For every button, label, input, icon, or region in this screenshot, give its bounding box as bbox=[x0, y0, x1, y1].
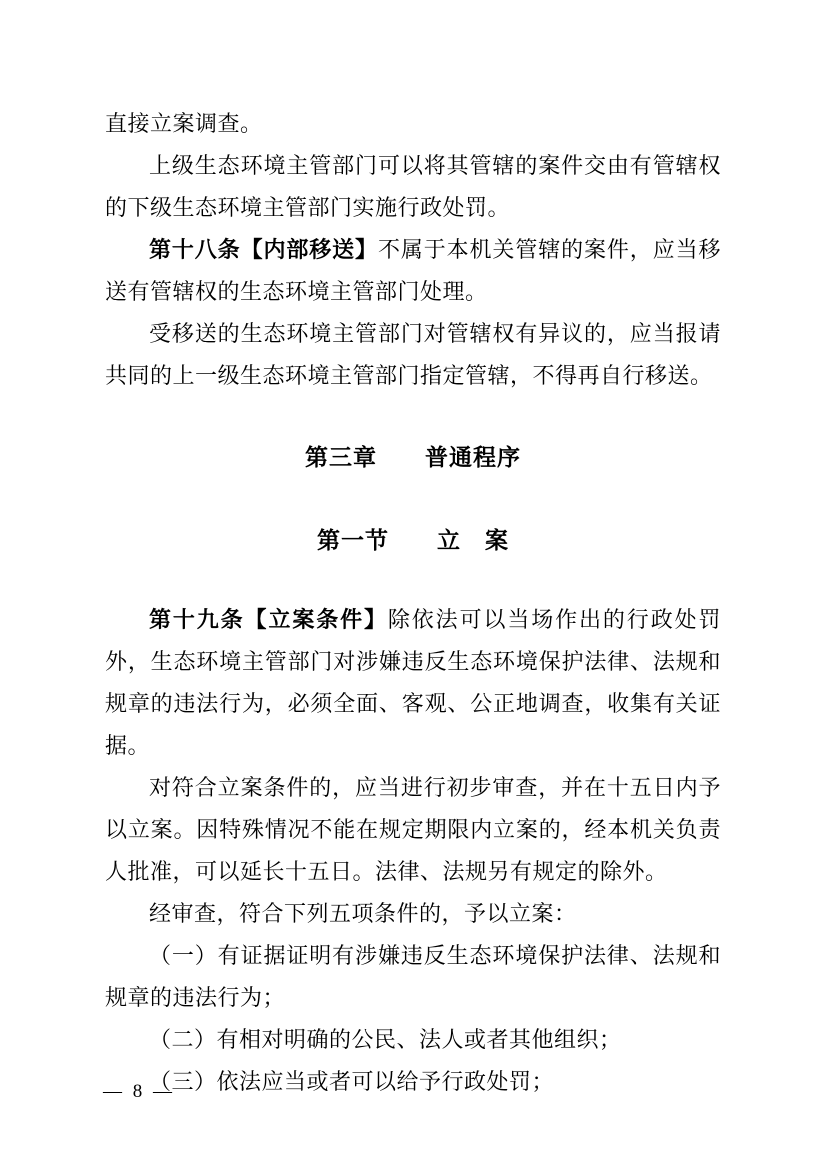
article-19-body: 除依法可以当场作出的行政处罚外，生态环境主管部门对涉嫌违反生态环境保护法律、法规和规章的违法行为，必须全面、客观、公正地调查，收集有关证据。 bbox=[105, 607, 721, 758]
article-18-body: 不属于本机关管辖的案件，应当移送有管辖权的生态环境主管部门处理。 bbox=[105, 237, 721, 304]
list-item-3: （三）依法应当或者可以给予行政处罚； bbox=[149, 1069, 555, 1094]
chapter-heading: 第三章 普通程序 bbox=[305, 444, 521, 470]
paragraph-transfer-objection: 受移送的生态环境主管部门对管辖权有异议的，应当报请共同的上一级生态环境主管部门指定管辖，不得再自行移送。 bbox=[105, 321, 721, 388]
paragraph-superior-authority: 上级生态环境主管部门可以将其管辖的案件交由有管辖权的下级生态环境主管部门实施行政处罚。 bbox=[105, 153, 721, 220]
paragraph-filing-deadline: 对符合立案条件的，应当进行初步审查，并在十五日内予以立案。因特殊情况不能在规定期限内立案的，经本机关负责人批准，可以延长十五日。法律、法规另有规定的除外。 bbox=[105, 775, 721, 884]
list-item-1: （一）有证据证明有涉嫌违反生态环境保护法律、法规和规章的违法行为； bbox=[105, 943, 721, 1010]
article-19-lead: 第十九条【立案条件】 bbox=[149, 607, 388, 632]
document-body bbox=[105, 103, 721, 1103]
page-number: — 8 — bbox=[103, 1081, 175, 1102]
paragraph-continuation: 直接立案调查。 bbox=[105, 111, 263, 136]
section-heading: 第一节 立 案 bbox=[317, 527, 509, 553]
paragraph-review-intro: 经审查，符合下列五项条件的，予以立案： bbox=[149, 901, 577, 926]
article-18-lead: 第十八条【内部移送】 bbox=[149, 237, 378, 262]
paragraph-article-18 bbox=[105, 229, 721, 313]
paragraph-article-19 bbox=[105, 599, 721, 767]
list-item-2: （二）有相对明确的公民、法人或者其他组织； bbox=[149, 1027, 622, 1052]
